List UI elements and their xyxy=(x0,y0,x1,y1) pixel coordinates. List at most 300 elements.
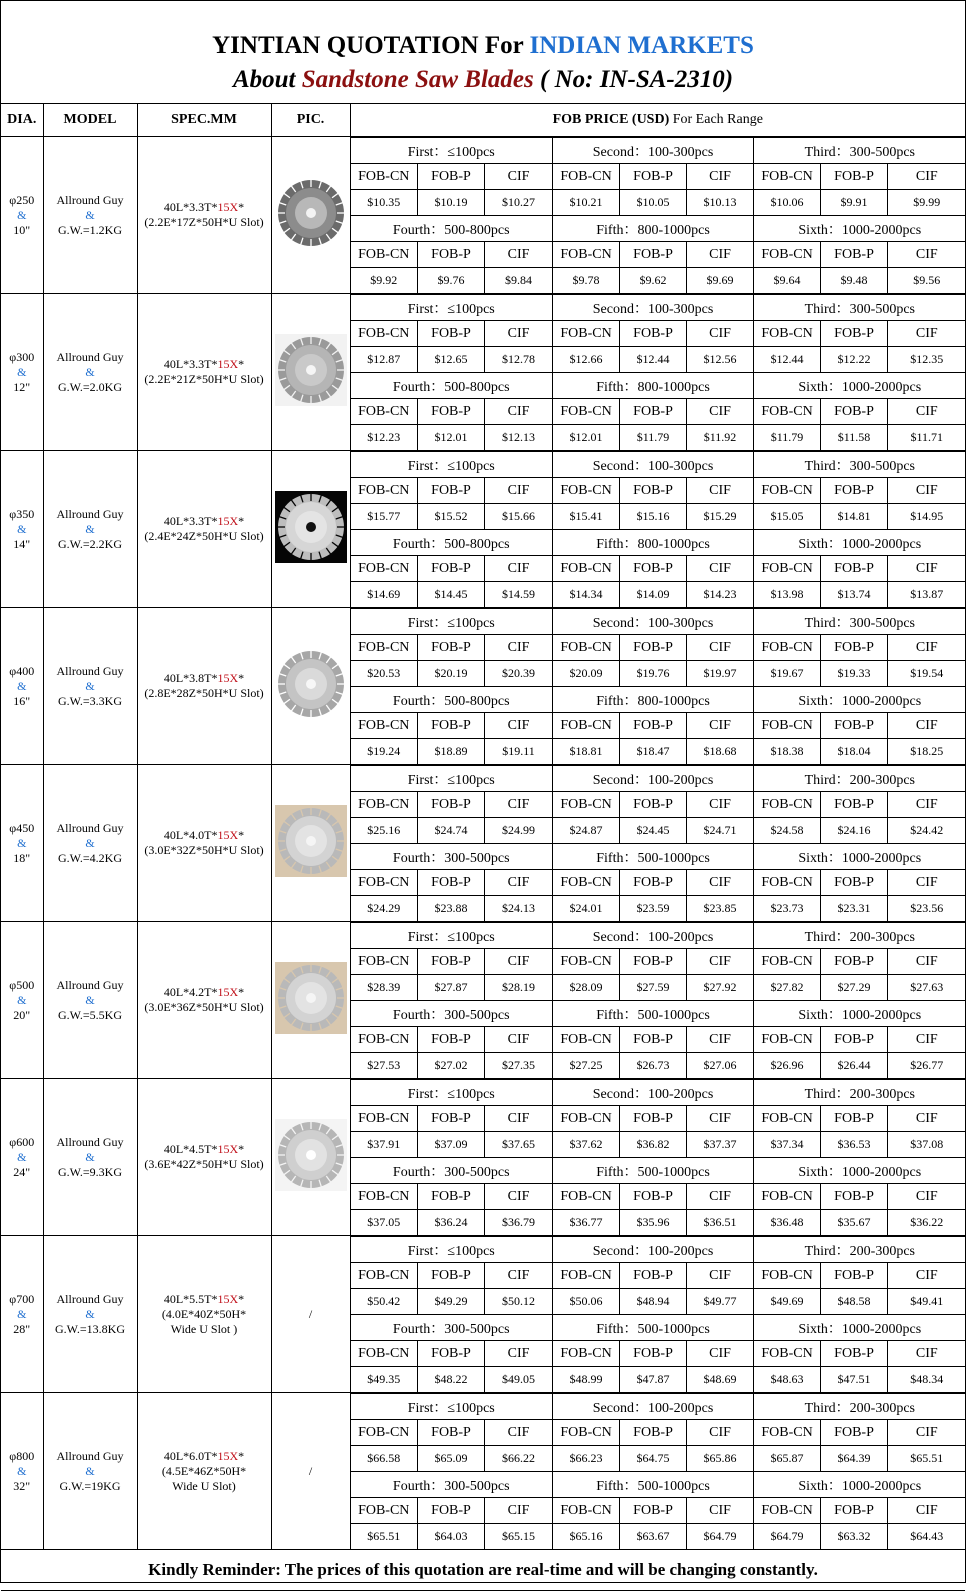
cif-label: CIF xyxy=(888,164,966,190)
price-type-row xyxy=(351,399,966,425)
price-value: $24.74 xyxy=(418,818,485,844)
price-value: $65.51 xyxy=(888,1446,966,1472)
kindly-reminder: Kindly Reminder: The prices of this quotation are real-time and will be changing constantly. xyxy=(1,1550,965,1591)
cif-label: CIF xyxy=(485,1027,553,1053)
quantity-range: Second：100-200pcs xyxy=(553,923,754,949)
cif-label: CIF xyxy=(687,1027,754,1053)
fob-p-label: FOB-P xyxy=(620,949,687,975)
fob-cn-label: FOB-CN xyxy=(553,1263,620,1289)
price-value: $12.35 xyxy=(888,347,966,373)
price-value: $64.39 xyxy=(821,1446,888,1472)
quantity-range: Sixth：1000-2000pcs xyxy=(754,1158,966,1184)
cif-label: CIF xyxy=(485,321,553,347)
price-value: $9.69 xyxy=(687,268,754,294)
model-column-header: MODEL xyxy=(43,104,137,137)
picture-cell xyxy=(271,137,350,294)
spec-segment-type: 15X xyxy=(217,671,239,685)
price-value: $37.09 xyxy=(418,1132,485,1158)
price-type-row xyxy=(351,1341,966,1367)
cif-label: CIF xyxy=(888,242,966,268)
model-cell xyxy=(43,1236,137,1393)
price-value: $14.09 xyxy=(620,582,687,608)
fob-cn-label: FOB-CN xyxy=(351,242,418,268)
price-value: $11.79 xyxy=(754,425,821,451)
price-value: $63.32 xyxy=(821,1524,888,1550)
fob-p-label: FOB-P xyxy=(620,164,687,190)
cif-label: CIF xyxy=(687,478,754,504)
spec-cell xyxy=(137,1079,271,1236)
spec-detail: (2.2E*17Z*50H*U Slot) xyxy=(144,215,264,229)
cif-label: CIF xyxy=(687,1106,754,1132)
price-value: $25.16 xyxy=(351,818,418,844)
fob-p-label: FOB-P xyxy=(418,478,485,504)
saw-blade-image xyxy=(275,177,347,249)
gross-weight: G.W.=2.0KG xyxy=(58,379,122,394)
ampersand: & xyxy=(85,207,95,222)
fob-p-label: FOB-P xyxy=(418,242,485,268)
cif-label: CIF xyxy=(888,949,966,975)
quantity-range: First：≤100pcs xyxy=(351,138,553,164)
price-value: $13.74 xyxy=(821,582,888,608)
price-value: $66.23 xyxy=(553,1446,620,1472)
diameter-cell xyxy=(1,1393,43,1550)
fob-p-label: FOB-P xyxy=(620,792,687,818)
gross-weight: G.W.=2.2KG xyxy=(58,536,122,551)
price-value: $36.77 xyxy=(553,1210,620,1236)
price-row xyxy=(351,1210,966,1236)
price-type-row xyxy=(351,635,966,661)
quantity-range: First：≤100pcs xyxy=(351,452,553,478)
model-name: Allround Guy xyxy=(56,192,124,207)
price-value: $48.34 xyxy=(888,1367,966,1393)
diameter-mm: φ800 xyxy=(9,1448,35,1463)
quantity-range: First：≤100pcs xyxy=(351,1080,553,1106)
price-value: $37.37 xyxy=(687,1132,754,1158)
spec-cell xyxy=(137,1393,271,1550)
price-value: $19.24 xyxy=(351,739,418,765)
price-value: $37.65 xyxy=(485,1132,553,1158)
cif-label: CIF xyxy=(687,242,754,268)
spec-segment-type: 15X xyxy=(217,514,239,528)
fob-cn-label: FOB-CN xyxy=(351,164,418,190)
quantity-range: Fourth：500-800pcs xyxy=(351,530,553,556)
fob-p-label: FOB-P xyxy=(418,1498,485,1524)
cif-label: CIF xyxy=(485,792,553,818)
picture-cell xyxy=(271,765,350,922)
price-value: $27.06 xyxy=(687,1053,754,1079)
model-cell xyxy=(43,1393,137,1550)
spec-segment-type: 15X xyxy=(217,1142,239,1156)
quantity-range-row xyxy=(351,1472,966,1498)
cif-label: CIF xyxy=(687,164,754,190)
fob-cn-label: FOB-CN xyxy=(553,1498,620,1524)
price-value: $65.86 xyxy=(687,1446,754,1472)
dia-column-header: DIA. xyxy=(1,104,43,137)
price-row xyxy=(351,1053,966,1079)
diameter-mm: φ250 xyxy=(9,192,35,207)
model-name: Allround Guy xyxy=(56,1291,124,1306)
product-row xyxy=(1,451,965,608)
price-row xyxy=(351,818,966,844)
price-value: $49.05 xyxy=(485,1367,553,1393)
price-value: $14.23 xyxy=(687,582,754,608)
price-type-row xyxy=(351,164,966,190)
ampersand: & xyxy=(17,521,27,536)
quantity-range: Fifth：500-1000pcs xyxy=(553,844,754,870)
fob-p-label: FOB-P xyxy=(418,870,485,896)
price-value: $24.13 xyxy=(485,896,553,922)
cif-label: CIF xyxy=(888,556,966,582)
quantity-range: Third：300-500pcs xyxy=(754,138,966,164)
price-table xyxy=(351,1393,966,1549)
quantity-range: Sixth：1000-2000pcs xyxy=(754,530,966,556)
quantity-range-row xyxy=(351,923,966,949)
fob-price-column-header xyxy=(350,104,965,137)
price-value: $19.11 xyxy=(485,739,553,765)
price-value: $14.81 xyxy=(821,504,888,530)
fob-range-label: For Each Range xyxy=(669,112,763,127)
price-value: $10.05 xyxy=(620,190,687,216)
cif-label: CIF xyxy=(888,1341,966,1367)
spec-separator: * xyxy=(238,200,245,214)
fob-cn-label: FOB-CN xyxy=(553,870,620,896)
price-value: $23.31 xyxy=(821,896,888,922)
price-value: $24.58 xyxy=(754,818,821,844)
quantity-range-row xyxy=(351,766,966,792)
fob-cn-label: FOB-CN xyxy=(754,870,821,896)
cif-label: CIF xyxy=(888,1420,966,1446)
price-row xyxy=(351,1367,966,1393)
diameter-mm: φ700 xyxy=(9,1291,35,1306)
price-value: $19.67 xyxy=(754,661,821,687)
fob-p-label: FOB-P xyxy=(418,1341,485,1367)
fob-cn-label: FOB-CN xyxy=(754,1498,821,1524)
fob-p-label: FOB-P xyxy=(821,1027,888,1053)
price-value: $36.53 xyxy=(821,1132,888,1158)
price-value: $64.79 xyxy=(754,1524,821,1550)
quantity-range: Second：100-200pcs xyxy=(553,766,754,792)
price-value: $9.92 xyxy=(351,268,418,294)
diameter-mm: φ500 xyxy=(9,977,35,992)
price-value: $65.15 xyxy=(485,1524,553,1550)
fob-cn-label: FOB-CN xyxy=(351,321,418,347)
quantity-range: Fifth：500-1000pcs xyxy=(553,1472,754,1498)
price-row xyxy=(351,268,966,294)
ampersand: & xyxy=(17,1306,27,1321)
quantity-range: Fourth：300-500pcs xyxy=(351,1001,553,1027)
diameter-mm: φ300 xyxy=(9,349,35,364)
price-value: $20.39 xyxy=(485,661,553,687)
cif-label: CIF xyxy=(687,1184,754,1210)
diameter-cell xyxy=(1,137,43,294)
model-cell xyxy=(43,1079,137,1236)
gross-weight: G.W.=3.3KG xyxy=(58,693,122,708)
ampersand: & xyxy=(85,1306,95,1321)
price-value: $50.42 xyxy=(351,1289,418,1315)
fob-p-label: FOB-P xyxy=(821,478,888,504)
fob-p-label: FOB-P xyxy=(821,1341,888,1367)
fob-p-label: FOB-P xyxy=(620,1106,687,1132)
price-value: $12.44 xyxy=(620,347,687,373)
price-table xyxy=(351,922,966,1078)
diameter-cell xyxy=(1,1079,43,1236)
price-value: $9.99 xyxy=(888,190,966,216)
spec-separator: * xyxy=(238,514,245,528)
quantity-range: Fifth：800-1000pcs xyxy=(553,530,754,556)
fob-cn-label: FOB-CN xyxy=(754,1263,821,1289)
price-block xyxy=(350,451,965,608)
fob-p-label: FOB-P xyxy=(821,635,888,661)
spec-dimensions: 40L*3.8T* xyxy=(163,671,218,685)
price-value: $48.63 xyxy=(754,1367,821,1393)
fob-p-label: FOB-P xyxy=(418,164,485,190)
ampersand: & xyxy=(17,678,27,693)
fob-cn-label: FOB-CN xyxy=(553,1184,620,1210)
price-row xyxy=(351,425,966,451)
cif-label: CIF xyxy=(687,1498,754,1524)
picture-cell: / xyxy=(271,1393,350,1550)
quantity-range-row xyxy=(351,1080,966,1106)
price-value: $12.78 xyxy=(485,347,553,373)
price-row xyxy=(351,1289,966,1315)
title-accent: INDIAN MARKETS xyxy=(529,32,754,59)
price-value: $50.12 xyxy=(485,1289,553,1315)
price-value: $15.52 xyxy=(418,504,485,530)
product-row xyxy=(1,137,965,294)
diameter-mm: φ450 xyxy=(9,820,35,835)
price-value: $12.66 xyxy=(553,347,620,373)
fob-p-label: FOB-P xyxy=(821,713,888,739)
price-value: $15.66 xyxy=(485,504,553,530)
spec-separator: * xyxy=(238,671,245,685)
spec-slot: Wide U Slot) xyxy=(172,1478,236,1493)
price-value: $27.35 xyxy=(485,1053,553,1079)
price-value: $47.51 xyxy=(821,1367,888,1393)
price-value: $35.96 xyxy=(620,1210,687,1236)
price-block xyxy=(350,1079,965,1236)
price-value: $37.62 xyxy=(553,1132,620,1158)
price-value: $49.77 xyxy=(687,1289,754,1315)
price-value: $65.51 xyxy=(351,1524,418,1550)
fob-p-label: FOB-P xyxy=(821,1263,888,1289)
fob-cn-label: FOB-CN xyxy=(351,635,418,661)
model-name: Allround Guy xyxy=(56,1134,124,1149)
fob-p-label: FOB-P xyxy=(821,399,888,425)
fob-p-label: FOB-P xyxy=(418,635,485,661)
price-value: $18.68 xyxy=(687,739,754,765)
spec-segment-type: 15X xyxy=(217,357,239,371)
price-type-row xyxy=(351,556,966,582)
price-value: $11.92 xyxy=(687,425,754,451)
fob-p-label: FOB-P xyxy=(620,399,687,425)
price-value: $37.34 xyxy=(754,1132,821,1158)
fob-cn-label: FOB-CN xyxy=(754,478,821,504)
diameter-cell xyxy=(1,922,43,1079)
fob-cn-label: FOB-CN xyxy=(553,949,620,975)
cif-label: CIF xyxy=(485,870,553,896)
price-value: $36.79 xyxy=(485,1210,553,1236)
quantity-range-row xyxy=(351,452,966,478)
price-value: $27.63 xyxy=(888,975,966,1001)
quantity-range: Second：100-300pcs xyxy=(553,138,754,164)
price-value: $18.89 xyxy=(418,739,485,765)
price-value: $24.99 xyxy=(485,818,553,844)
cif-label: CIF xyxy=(687,556,754,582)
fob-cn-label: FOB-CN xyxy=(351,1420,418,1446)
price-value: $27.82 xyxy=(754,975,821,1001)
price-value: $11.79 xyxy=(620,425,687,451)
spec-dimensions: 40L*3.3T* xyxy=(163,357,218,371)
price-value: $15.77 xyxy=(351,504,418,530)
price-value: $65.09 xyxy=(418,1446,485,1472)
quantity-range-row xyxy=(351,216,966,242)
spec-separator: * xyxy=(238,985,245,999)
spec-segment-type: 15X xyxy=(217,828,239,842)
quantity-range: Fourth：300-500pcs xyxy=(351,1158,553,1184)
quantity-range: Third：200-300pcs xyxy=(754,1237,966,1263)
price-row xyxy=(351,661,966,687)
model-name: Allround Guy xyxy=(56,977,124,992)
cif-label: CIF xyxy=(485,1106,553,1132)
fob-p-label: FOB-P xyxy=(418,321,485,347)
model-cell xyxy=(43,608,137,765)
price-value: $20.09 xyxy=(553,661,620,687)
spec-cell xyxy=(137,608,271,765)
price-value: $14.34 xyxy=(553,582,620,608)
product-row xyxy=(1,294,965,451)
model-cell xyxy=(43,922,137,1079)
price-value: $27.87 xyxy=(418,975,485,1001)
price-value: $37.08 xyxy=(888,1132,966,1158)
quantity-range-row xyxy=(351,609,966,635)
price-value: $27.25 xyxy=(553,1053,620,1079)
spec-dimensions: 40L*4.0T* xyxy=(163,828,218,842)
quantity-range: Fourth：500-800pcs xyxy=(351,687,553,713)
price-value: $66.22 xyxy=(485,1446,553,1472)
price-block xyxy=(350,608,965,765)
price-value: $65.16 xyxy=(553,1524,620,1550)
gross-weight: G.W.=9.3KG xyxy=(58,1164,122,1179)
fob-p-label: FOB-P xyxy=(620,478,687,504)
price-value: $15.41 xyxy=(553,504,620,530)
spec-separator: * xyxy=(238,1142,245,1156)
price-value: $12.22 xyxy=(821,347,888,373)
spec-dimensions: 40L*4.5T* xyxy=(163,1142,218,1156)
price-value: $10.06 xyxy=(754,190,821,216)
ampersand: & xyxy=(17,364,27,379)
quantity-range: Fifth：500-1000pcs xyxy=(553,1315,754,1341)
ampersand: & xyxy=(17,207,27,222)
price-value: $26.96 xyxy=(754,1053,821,1079)
price-value: $28.09 xyxy=(553,975,620,1001)
price-value: $12.23 xyxy=(351,425,418,451)
fob-p-label: FOB-P xyxy=(418,399,485,425)
quantity-range-row xyxy=(351,295,966,321)
pic-column-header: PIC. xyxy=(271,104,350,137)
price-value: $18.04 xyxy=(821,739,888,765)
price-value: $13.98 xyxy=(754,582,821,608)
model-cell xyxy=(43,137,137,294)
fob-cn-label: FOB-CN xyxy=(351,713,418,739)
price-value: $48.22 xyxy=(418,1367,485,1393)
price-value: $18.38 xyxy=(754,739,821,765)
price-value: $12.13 xyxy=(485,425,553,451)
ampersand: & xyxy=(17,835,27,850)
fob-cn-label: FOB-CN xyxy=(754,242,821,268)
gross-weight: G.W.=4.2KG xyxy=(58,850,122,865)
cif-label: CIF xyxy=(687,1341,754,1367)
fob-p-label: FOB-P xyxy=(620,1263,687,1289)
quantity-range-row xyxy=(351,687,966,713)
model-name: Allround Guy xyxy=(56,1448,124,1463)
title-main: YINTIAN QUOTATION For xyxy=(212,32,524,59)
price-value: $50.06 xyxy=(553,1289,620,1315)
price-value: $24.42 xyxy=(888,818,966,844)
price-table xyxy=(351,1236,966,1392)
cif-label: CIF xyxy=(485,556,553,582)
cif-label: CIF xyxy=(485,1263,553,1289)
price-value: $10.35 xyxy=(351,190,418,216)
fob-cn-label: FOB-CN xyxy=(754,321,821,347)
price-value: $23.56 xyxy=(888,896,966,922)
price-value: $27.92 xyxy=(687,975,754,1001)
price-value: $12.44 xyxy=(754,347,821,373)
spec-separator: * xyxy=(238,357,245,371)
fob-cn-label: FOB-CN xyxy=(553,1106,620,1132)
price-row xyxy=(351,1132,966,1158)
quantity-range: Third：300-500pcs xyxy=(754,609,966,635)
price-type-row xyxy=(351,1263,966,1289)
price-row xyxy=(351,1446,966,1472)
cif-label: CIF xyxy=(485,478,553,504)
fob-cn-label: FOB-CN xyxy=(553,242,620,268)
model-cell xyxy=(43,451,137,608)
price-value: $49.41 xyxy=(888,1289,966,1315)
fob-cn-label: FOB-CN xyxy=(754,713,821,739)
cif-label: CIF xyxy=(687,870,754,896)
fob-cn-label: FOB-CN xyxy=(553,713,620,739)
product-row xyxy=(1,608,965,765)
product-row xyxy=(1,922,965,1079)
product-row xyxy=(1,765,965,922)
price-block xyxy=(350,765,965,922)
price-value: $49.35 xyxy=(351,1367,418,1393)
cif-label: CIF xyxy=(888,1498,966,1524)
model-cell xyxy=(43,294,137,451)
cif-label: CIF xyxy=(687,1263,754,1289)
quantity-range-row xyxy=(351,530,966,556)
fob-cn-label: FOB-CN xyxy=(553,399,620,425)
picture-cell xyxy=(271,1079,350,1236)
price-value: $14.59 xyxy=(485,582,553,608)
fob-cn-label: FOB-CN xyxy=(553,635,620,661)
price-table xyxy=(351,608,966,764)
price-value: $10.27 xyxy=(485,190,553,216)
fob-p-label: FOB-P xyxy=(821,1498,888,1524)
spec-separator: * xyxy=(238,1448,245,1463)
fob-cn-label: FOB-CN xyxy=(351,949,418,975)
fob-cn-label: FOB-CN xyxy=(754,1184,821,1210)
quantity-range: Third：300-500pcs xyxy=(754,295,966,321)
picture-cell xyxy=(271,922,350,1079)
price-row xyxy=(351,739,966,765)
price-type-row xyxy=(351,792,966,818)
quantity-range: Fourth：300-500pcs xyxy=(351,1472,553,1498)
fob-cn-label: FOB-CN xyxy=(351,1106,418,1132)
quantity-range: Second：100-300pcs xyxy=(553,295,754,321)
saw-blade-image xyxy=(275,805,347,877)
diameter-inch: 12" xyxy=(13,379,31,394)
